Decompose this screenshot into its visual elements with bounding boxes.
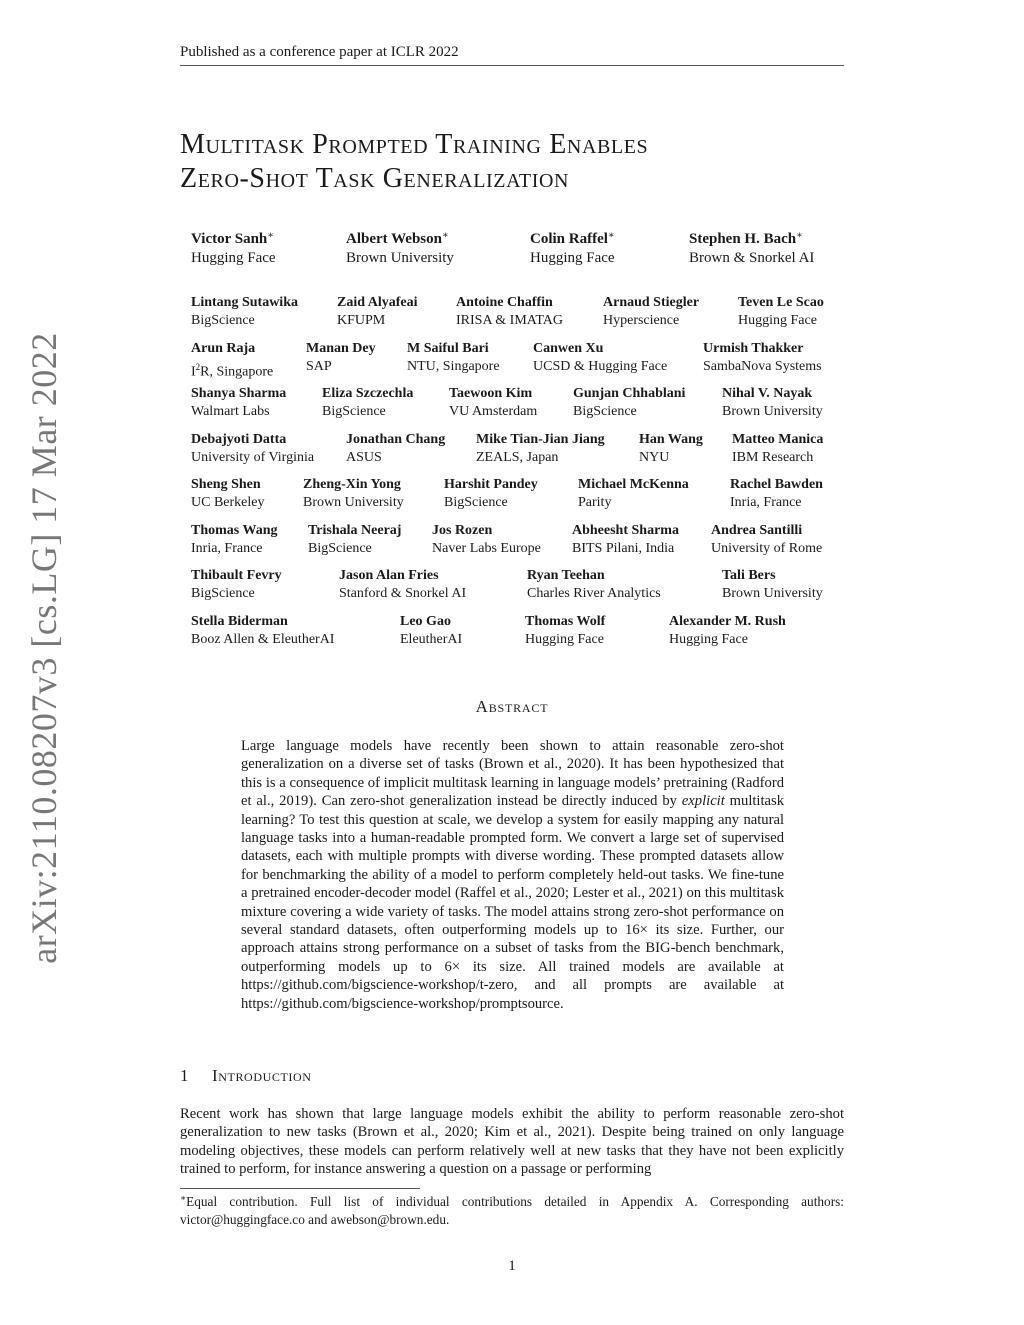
author: [603, 294, 699, 330]
author-name: Canwen Xu: [533, 341, 604, 356]
author-affiliation: BigScience: [444, 495, 508, 510]
author-name: Antoine Chaffin: [456, 295, 553, 310]
author-name: Zheng-Xin Yong: [303, 477, 401, 492]
author-row: [191, 294, 831, 334]
author: [191, 613, 334, 649]
author: [339, 567, 466, 603]
author-affiliation: Brown & Snorkel AI: [689, 250, 815, 266]
abstract-body: Large language models have recently been shown to attain reasonable zero-shot generalization on a diverse set of tasks (Brown et al., 2020). It has been hypothesized that this is a consequence of implicit multitask learning in language models’ pretraining (Radford et al., 2019). Can zero-shot generalization instead be directly induced by explicit multitask learning? To test this question at scale, we develop a system for easily mapping any natural language tasks into a human-readable prompted form. We convert a large set of supervised datasets, each with multiple prompts with diverse wording. These prompted datasets allow for benchmarking the ability of a model to perform completely held-out tasks. We fine-tune a pretrained encoder-decoder model (Raffel et al., 2020; Lester et al., 2021) on this multitask mixture covering a wide variety of tasks. The model attains strong zero-shot performance on several standard datasets, often outperforming models up to 16× its size. Further, our approach attains strong performance on a subset of tasks from the BIG-bench benchmark, outperforming models up to 6× its size. All trained models are available at https://github.com/bigscience-workshop/t-zero, and all prompts are available at https://github.com/bigscience-workshop/promptsource.: [241, 738, 784, 1012]
author: [407, 340, 500, 376]
author-name: Thomas Wolf: [525, 614, 606, 629]
author-affiliation: $I^2R$, Singapore: [191, 362, 274, 380]
author-name: Debajyoti Datta: [191, 432, 287, 447]
title-line: Multitask Prompted Training Enables: [180, 129, 649, 160]
paper-title: [180, 128, 844, 196]
author: [689, 226, 814, 268]
author: [573, 385, 685, 421]
author: [722, 567, 823, 603]
author: [572, 522, 679, 558]
abstract-emphasis: explicit: [681, 793, 725, 810]
author-name: Zaid Alyafeai: [337, 295, 418, 310]
author: [722, 385, 823, 421]
author-name: Nihal V. Nayak: [722, 386, 813, 401]
author-affiliation: University of Virginia: [191, 450, 315, 465]
author-affiliation: EleutherAI: [400, 632, 463, 647]
author-affiliation: Inria, France: [191, 541, 263, 556]
author-affiliation: IBM Research: [732, 450, 814, 465]
author: [525, 613, 605, 649]
author: [191, 226, 276, 268]
author-row: [191, 431, 831, 471]
page-number: 1: [508, 1258, 516, 1274]
author-name: Urmish Thakker: [703, 341, 804, 356]
author-name: Eliza Szczechla: [322, 386, 414, 401]
author-name: Andrea Santilli: [711, 523, 803, 538]
author-affiliation: NTU, Singapore: [407, 359, 500, 374]
author: [303, 476, 404, 512]
author: [337, 294, 418, 330]
author-affiliation: Naver Labs Europe: [432, 541, 541, 556]
author-affiliation: SambaNova Systems: [703, 359, 822, 374]
author-name: Ryan Teehan: [527, 568, 605, 583]
author-name: Leo Gao: [400, 614, 451, 629]
author-affiliation: BigScience: [308, 541, 372, 556]
arxiv-stamp: arXiv:2110.08207v3 [cs.LG] 17 Mar 2022: [24, 332, 64, 964]
abstract-heading: Abstract: [475, 697, 549, 716]
author: [400, 613, 462, 649]
author-name: Sheng Shen: [191, 477, 261, 492]
author-name: Matteo Manica: [732, 432, 824, 447]
author: [322, 385, 413, 421]
author-name: Colin Raffel: [530, 231, 608, 247]
author-row: [191, 522, 831, 562]
author: [449, 385, 537, 421]
author: [639, 431, 703, 467]
author-name: Gunjan Chhablani: [573, 386, 686, 401]
author-row: [191, 476, 831, 516]
author-name: Stephen H. Bach: [689, 231, 797, 247]
author: [308, 522, 401, 558]
section-title: Introduction: [212, 1066, 312, 1085]
author-affiliation: Hugging Face: [530, 250, 615, 266]
author: [533, 340, 667, 376]
author-affiliation: Hugging Face: [191, 250, 276, 266]
author-name: Teven Le Scao: [738, 295, 824, 310]
author: [191, 385, 286, 421]
author: [578, 476, 689, 512]
author: [738, 294, 824, 330]
author: [306, 340, 376, 376]
author-name: Jonathan Chang: [346, 432, 446, 447]
author-affiliation: Charles River Analytics: [527, 586, 661, 601]
author-affiliation: UC Berkeley: [191, 495, 265, 510]
author-affiliation: BigScience: [191, 313, 255, 328]
author-name: Stella Biderman: [191, 614, 288, 629]
equal-contribution-mark: ∗: [267, 230, 275, 241]
author-affiliation: IRISA & IMATAG: [456, 313, 563, 328]
author-affiliation: VU Amsterdam: [449, 404, 538, 419]
author-name: Michael McKenna: [578, 477, 689, 492]
author-affiliation: University of Rome: [711, 541, 823, 556]
author-affiliation: Booz Allen & EleutherAI: [191, 632, 335, 647]
footnote-text: Equal contribution. Full list of individual contributions detailed in Appendix A. Corresponding authors: victor@huggingface.co and awebson@brown.edu.: [180, 1194, 844, 1227]
author: [703, 340, 822, 376]
author-affiliation: Brown University: [346, 250, 454, 266]
author: [476, 431, 605, 467]
author: [432, 522, 541, 558]
author-affiliation: Brown University: [722, 404, 823, 419]
author: [711, 522, 822, 558]
author-affiliation: BigScience: [191, 586, 255, 601]
intro-paragraph: Recent work has shown that large language models exhibit the ability to perform reasonable zero-shot generalization to new tasks (Brown et al., 2020; Kim et al., 2021). Despite being trained on only language modeling objectives, these models can perform relatively well at new tasks that they have not been explicitly trained to perform, for instance answering a question on a passage or performing: [180, 1106, 844, 1178]
author-row: [191, 613, 831, 653]
author-name: Lintang Sutawika: [191, 295, 298, 310]
author-affiliation: Walmart Labs: [191, 404, 270, 419]
author-affiliation: NYU: [639, 450, 670, 465]
author-affiliation: SAP: [306, 359, 332, 374]
author-affiliation: Hugging Face: [738, 313, 817, 328]
author: [527, 567, 661, 603]
author-name: Jos Rozen: [432, 523, 493, 538]
author-name: Han Wang: [639, 432, 703, 447]
author-affiliation: BITS Pilani, India: [572, 541, 675, 556]
author-affiliation: Parity: [578, 495, 612, 510]
footnote-mark: ∗: [180, 1193, 187, 1203]
author-row: [191, 385, 831, 425]
author-name: Tali Bers: [722, 568, 776, 583]
author-affiliation: ASUS: [346, 450, 382, 465]
author-name: M Saiful Bari: [407, 341, 489, 356]
author-affiliation: Brown University: [722, 586, 823, 601]
section-number: 1: [180, 1066, 190, 1085]
author: [730, 476, 823, 512]
author-affiliation: UCSD & Hugging Face: [533, 359, 668, 374]
author-affiliation: Stanford & Snorkel AI: [339, 586, 467, 601]
author-name: Thomas Wang: [191, 523, 278, 538]
author-affiliation: Hyperscience: [603, 313, 680, 328]
author: [456, 294, 563, 330]
author-name: Alexander M. Rush: [669, 614, 786, 629]
author-name: Trishala Neeraj: [308, 523, 402, 538]
author: [346, 431, 445, 467]
author: [191, 476, 264, 512]
author-affiliation: Brown University: [303, 495, 404, 510]
author-affiliation: ZEALS, Japan: [476, 450, 559, 465]
author-name: Shanya Sharma: [191, 386, 287, 401]
title-line: Zero-Shot Task Generalization: [180, 163, 570, 194]
footnote: [180, 1190, 844, 1228]
section-heading: [180, 1066, 312, 1086]
author: [444, 476, 538, 512]
author-row: [191, 226, 831, 266]
author: [191, 431, 314, 467]
author-name: Manan Dey: [306, 341, 376, 356]
author-name: Rachel Bawden: [730, 477, 823, 492]
author: [191, 522, 278, 558]
author: [191, 340, 273, 382]
author-name: Mike Tian-Jian Jiang: [476, 432, 605, 447]
author-name: Abheesht Sharma: [572, 523, 679, 538]
author-affiliation: Inria, France: [730, 495, 802, 510]
author-row: [191, 340, 831, 380]
equal-contribution-mark: ∗: [441, 230, 449, 241]
author: [530, 226, 615, 268]
author-affiliation: BigScience: [322, 404, 386, 419]
author-name: Albert Webson: [346, 231, 442, 247]
equal-contribution-mark: ∗: [796, 230, 803, 241]
author: [191, 294, 298, 330]
author-affiliation: KFUPM: [337, 313, 386, 328]
author-name: Taewoon Kim: [449, 386, 533, 401]
author-affiliation: BigScience: [573, 404, 637, 419]
equal-contribution-mark: ∗: [607, 230, 615, 241]
author-name: Harshit Pandey: [444, 477, 538, 492]
author-name: Arun Raja: [191, 341, 256, 356]
author-name: Victor Sanh: [191, 231, 268, 247]
footnote-rule: [180, 1188, 420, 1189]
author-name: Jason Alan Fries: [339, 568, 439, 583]
author: [732, 431, 823, 467]
author-row: [191, 567, 831, 607]
author: [191, 567, 282, 603]
author: [346, 226, 454, 268]
author-affiliation: Hugging Face: [669, 632, 748, 647]
author-affiliation: Hugging Face: [525, 632, 604, 647]
author: [669, 613, 786, 649]
author-name: Arnaud Stiegler: [603, 295, 700, 310]
author-name: Thibault Fevry: [191, 568, 282, 583]
running-header: Published as a conference paper at ICLR 2022: [180, 44, 844, 66]
